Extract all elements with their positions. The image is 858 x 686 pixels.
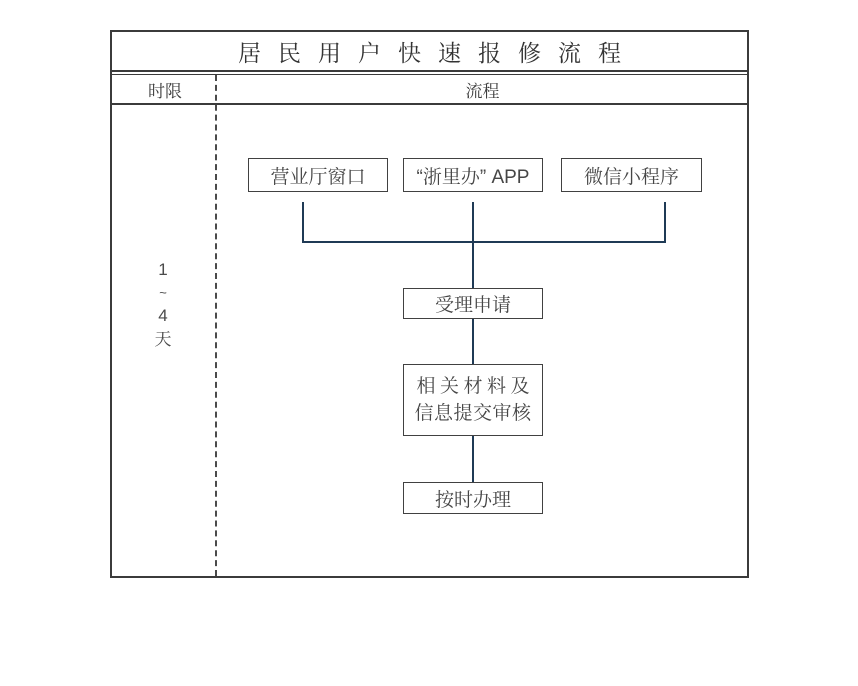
node-label: “浙里办” APP [416, 166, 530, 188]
header-row [112, 74, 747, 105]
header-process: 流程 [465, 81, 500, 101]
node-business-hall-window [248, 158, 388, 192]
node-process-on-time [403, 482, 543, 514]
time-limit-line: 4 [158, 306, 168, 325]
connector-channel1-drop [302, 202, 304, 243]
node-accept-application [403, 288, 543, 319]
title-row [112, 32, 747, 72]
node-label: 按时办理 [434, 489, 511, 511]
time-limit-line: 天 [154, 330, 172, 349]
node-label: 微信小程序 [583, 166, 679, 188]
connector-materials-to-process [472, 436, 474, 482]
node-label-line2: 信息提交审核 [414, 403, 532, 424]
connector-channel2-drop [472, 202, 474, 288]
page-title: 居民用户快速报修流程 [238, 39, 638, 66]
connector-merge-horizontal [302, 241, 666, 243]
node-zheliban-app [403, 158, 543, 192]
node-label: 营业厅窗口 [270, 166, 366, 188]
header-time-limit: 时限 [148, 81, 182, 101]
node-materials-review [403, 364, 543, 436]
connector-channel3-drop [664, 202, 666, 243]
node-wechat-miniprogram [561, 158, 702, 192]
time-limit-line: 1 [158, 260, 168, 279]
time-limit-line: ~ [159, 285, 167, 300]
connector-accept-to-materials [472, 319, 474, 364]
node-label-line1: 相关材料及 [416, 376, 534, 397]
node-label: 受理申请 [434, 295, 511, 316]
time-limit-value [110, 258, 216, 352]
